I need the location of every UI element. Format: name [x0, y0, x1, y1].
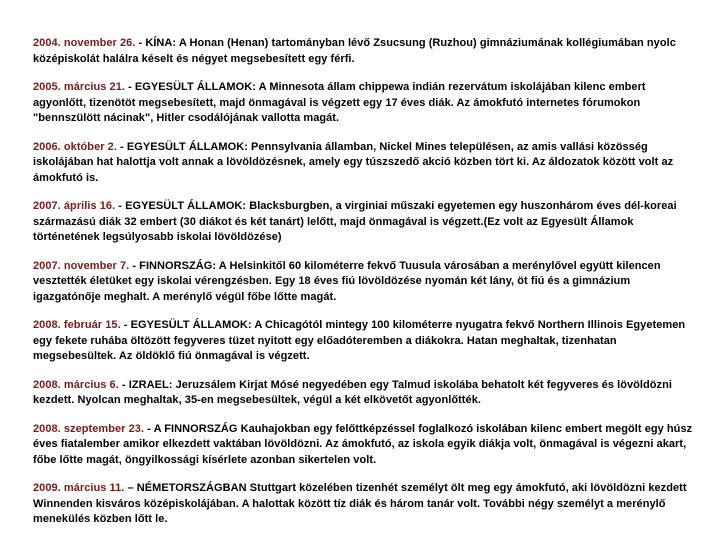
entry-text: - EGYESÜLT ÁLLAMOK: A Minnesota állam chippewa indián rezervátum iskolájában kilenc embert agyonlőtt, tizenötöt megsebesített, majd önmagával is végzett egy 17 éves diák. Az ámokfutó internetes fórumokon "bennszülött nácinak", Hitler csodálójának vallotta magát. — [33, 81, 646, 124]
entry-2007-november-finland — [33, 259, 693, 306]
document-body — [33, 36, 693, 541]
entry-text: - KÍNA: A Honan (Henan) tartományban lévő Zsucsung (Ruzhou) gimnáziumának kollégiumában nyolc középiskolát halálra késelt és négyet megsebesített egy férfi. — [33, 37, 676, 65]
entry-2008-september-finland — [33, 422, 693, 469]
entry-2008-march-israel — [33, 378, 693, 409]
entry-date: 2009. március 11. — [33, 482, 125, 494]
entry-2008-february-usa — [33, 318, 693, 365]
entry-text: - EGYESÜLT ÁLLAMOK: Pennsylvania államban, Nickel Mines településen, az amis vallási közösség iskolájában hat halottja volt annak a lövöldözésnek, amely egy túszszedő akció közben tört ki. Az áldozatok között volt az ámokfutó is. — [33, 140, 674, 184]
entry-text: – NÉMETORSZÁGBAN Stuttgart közelében tizenhét személyt ölt meg egy ámokfutó, aki lövöldözni kezdett Winnenden kisváros középiskolájában. A halottak között tíz diák és három tanár volt. További négy személyt a merénylő menekülés közben lőtt le. — [33, 482, 687, 525]
entry-text: - EGYESÜLT ÁLLAMOK: A Chicagótól mintegy 100 kilométerre nyugatra fekvő Northern Illinois Egyetemen egy fekete ruhába öltözött fegyveres tüzet nyitott egy előadóteremben a diákokra. Hatan meghaltak, tizenhatan megsebesültek. Az öldöklő fiú önmagával is végzett. — [33, 319, 686, 362]
entry-2007-april-usa — [33, 199, 693, 246]
entry-text: - EGYESÜLT ÁLLAMOK: Blacksburgben, a virginiai műszaki egyetemen egy huszonhárom éves dél-koreai származású diák 32 embert (30 diákot és két tanárt) lelőtt, majd önmagával is végzett.(Ez volt az Egyesült Államok történetének legsúlyosabb iskolai lövöldözése) — [33, 200, 677, 243]
entry-date: 2004. november 26. — [33, 37, 136, 49]
entry-2006-usa — [33, 140, 693, 187]
entry-date: 2007. április 16. — [33, 200, 116, 212]
entry-2005-usa — [33, 80, 693, 127]
entry-date: 2008. február 15. — [33, 319, 121, 331]
entry-date: 2005. március 21. — [33, 81, 125, 93]
entry-date: 2007. november 7. — [33, 259, 130, 272]
entry-date: 2008. március 6. — [33, 378, 119, 391]
entry-date: 2008. szeptember 23. — [33, 422, 145, 435]
entry-2004-china — [33, 36, 693, 67]
entry-text: - IZRAEL: Jeruzsálem Kirjat Mósé negyedében egy Talmud iskolába behatolt két fegyveres és lövöldözni kezdett. Nyolcan meghaltak, 35-en megsebesültek, végül a két elkövetőt agyonlőtték. — [33, 378, 672, 406]
entry-text: - A FINNORSZÁG Kauhajokban egy felőttképzéssel foglalkozó iskolában kilenc embert megölt egy húsz éves fiatalember amikor elkezdett vaktában lövöldözni. Az ámokfutó, az iskola egyik diákja volt, önmagával is végezni akart, főbe lőtte magát, öngyilkossági kísérlete azonban sikertelen volt. — [33, 422, 693, 466]
entry-text: - FINNORSZÁG: A Helsinkitől 60 kilométerre fekvő Tuusula városában a merénylővel együtt kilencen vesztették életüket egy iskolai vérengzésben. Egy 18 éves fiú lövöldözése nyomán két lány, öt fiú és a gimnázium igazgatónője meghalt. A merénylő végül főbe lőtte magát. — [33, 259, 661, 303]
entry-date: 2006. október 2. — [33, 140, 117, 153]
entry-2009-germany — [33, 481, 693, 528]
